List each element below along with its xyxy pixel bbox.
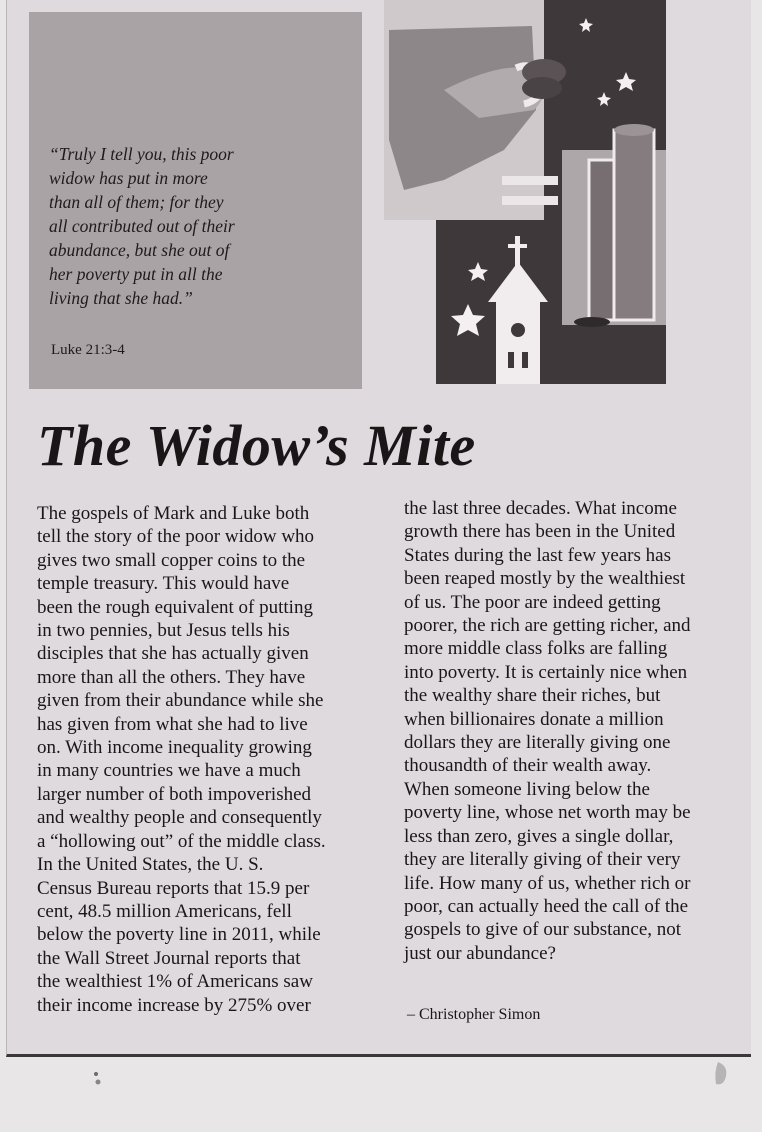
scripture-quote [49,142,299,310]
quote-line: than all of them; for they [49,192,224,212]
text-line: they are literally giving of their very [404,849,681,871]
article-byline: – Christopher Simon [407,1006,541,1023]
text-line: States during the last few years has [404,544,671,566]
text-line: the wealthiest 1% of Americans saw [37,971,313,993]
quote-line: all contributed out of their [49,216,235,236]
text-line: poor, can actually heed the call of the [404,895,689,917]
article-title: The Widow’s Mite [37,413,476,478]
quote-line: widow has put in more [49,168,208,188]
text-line: disciples that she has actually given [37,643,309,665]
text-line: just our abundance? [404,942,556,964]
quote-line: abundance, but she out of [49,240,230,260]
text-line: has given from what she had to live [37,713,308,735]
text-line: a “hollowing out” of the middle class. [37,830,326,852]
text-line: the wealthy share their riches, but [404,685,661,707]
text-line: less than zero, gives a single dollar, [404,825,674,847]
text-line: growth there has been in the United [404,521,676,543]
text-line: in two pennies, but Jesus tells his [37,620,290,642]
text-line: The gospels of Mark and Luke both [37,503,310,524]
text-line: the last three decades. What income [404,498,677,519]
quote-line: living that she had.” [49,288,193,308]
article-clipping [6,0,751,1057]
text-line: when billionaires donate a million [404,708,664,730]
text-line: cent, 48.5 million Americans, fell [37,900,292,922]
text-line: When someone living below the [404,778,650,800]
text-line: on. With income inequality growing [37,737,312,759]
text-line: Census Bureau reports that 15.9 per [37,877,310,899]
text-line: more than all the others. They have [37,666,306,688]
text-line: gives two small copper coins to the [37,549,306,571]
text-line: given from their abundance while she [37,690,324,712]
coin-icon [522,59,566,99]
text-line: gospels to give of our substance, not [404,919,682,941]
article-column-right [404,497,754,965]
text-line: of us. The poor are indeed getting [404,591,661,613]
text-line: poorer, the rich are getting richer, and [404,615,691,637]
text-line: and wealthy people and consequently [37,807,322,829]
text-line: in many countries we have a much [37,760,301,782]
paper-speck [90,1068,104,1090]
text-line: their income increase by 275% over [37,994,311,1016]
widow-mite-illustration [384,0,666,384]
text-line: life. How many of us, whether rich or [404,872,691,894]
text-line: temple treasury. This would have [37,573,290,595]
text-line: dollars they are literally giving one [404,732,671,754]
text-line: poverty line, whose net worth may be [404,802,691,824]
scripture-quote-box [29,12,362,389]
quote-line: her poverty put in all the [49,264,223,284]
article-column-left [37,502,387,1017]
text-line: larger number of both impoverished [37,783,312,805]
text-line: In the United States, the U. S. [37,854,264,876]
text-line: been the rough equivalent of putting [37,596,313,618]
text-line: the Wall Street Journal reports that [37,947,301,969]
quote-line: “Truly I tell you, this poor [49,144,234,164]
text-line: into poverty. It is certainly nice when [404,661,688,683]
text-line: been reaped mostly by the wealthiest [404,568,686,590]
text-line: below the poverty line in 2011, while [37,924,321,946]
paper-speck [712,1060,734,1090]
scripture-reference: Luke 21:3-4 [51,342,125,358]
text-line: tell the story of the poor widow who [37,526,315,548]
text-line: more middle class folks are falling [404,638,668,660]
text-line: thousandth of their wealth away. [404,755,652,777]
